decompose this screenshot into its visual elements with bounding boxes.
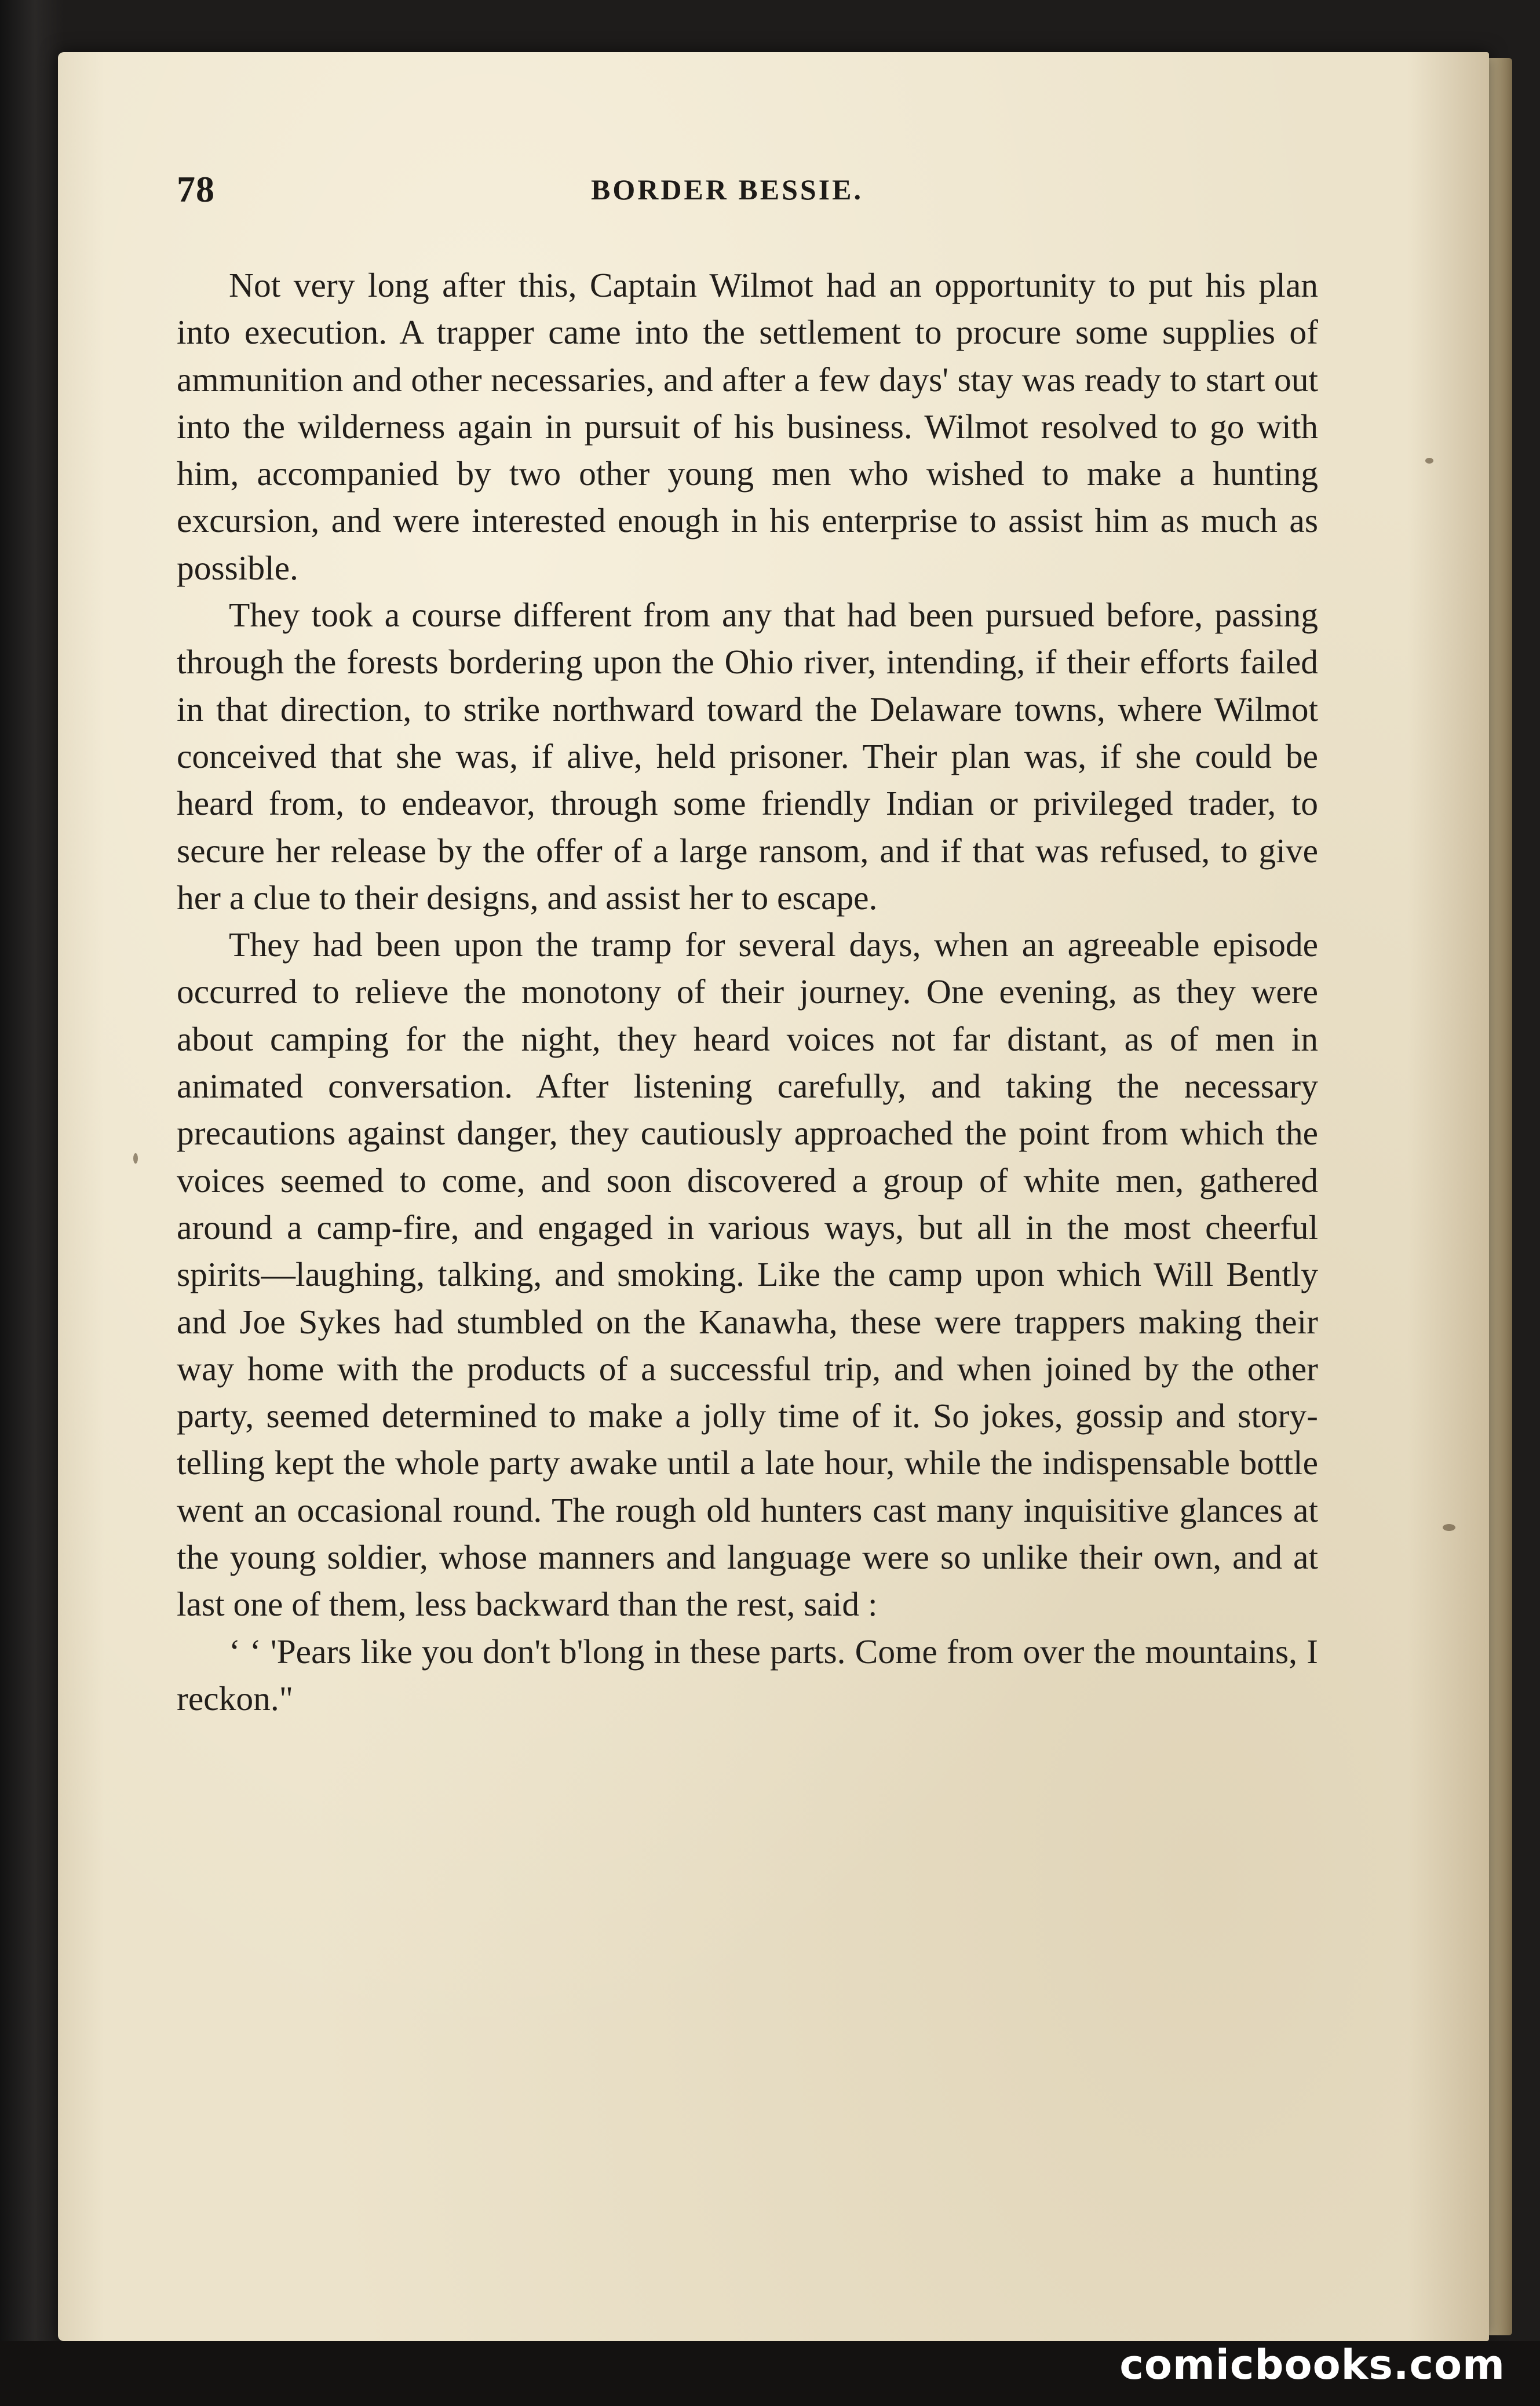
page-number: 78 [177,169,215,210]
paragraph: Not very long after this, Captain Wilmot had an opportunity to put his plan into execution. A trapper came into the settlement to procure some supplies of ammunition and other necessaries, and after a few days' stay was ready to start out into the wilderness again in pursuit of his business. Wilmot resolved to go with him, accompanied by two other young men who wished to make a hunting excursion, and were interested enough in his enterprise to assist him as much as possible. [177,266,1318,587]
footer-band [0,2341,1540,2406]
body-text [177,262,1318,1722]
running-head: BORDER BESSIE. [590,173,864,206]
watermark: comicbooks.com [1119,2341,1505,2389]
paper-speck [1425,458,1433,464]
paper-speck [133,1153,138,1164]
paragraph: They had been upon the tramp for several days, when an agreeable episode occurred to relieve the monotony of their journey. One evening, as they were about camping for the night, they heard voices not far distant, as of men in animated conversation. After listening carefully, and taking the necessary precautions against danger, they cautiously approached the point from which the voices seemed to come, and soon discovered a group of white men, gathered around a camp-fire, and engaged in various ways, but all in the most cheerful spirits—laughing, talking, and smoking. Like the camp upon which Will Bently and Joe Sykes had stumbled on the Kanawha, these were trappers making their way home with the products of a successful trip, and when joined by the other party, seemed determined to make a jolly time of it. So jokes, gossip and story-telling kept the whole party awake until a late hour, while the indispensable bottle went an occasional round. The rough old hunters cast many inquisitive glances at the young soldier, whose manners and language were so unlike their own, and at last one of them, less backward than the rest, said : [177,925,1318,1624]
paragraph: They took a course different from any that had been pursued before, passing through the forests bordering upon the Ohio river, intending, if their efforts failed in that direction, to strike northward toward the Delaware towns, where Wilmot conceived that she was, if alive, held prisoner. Their plan was, if she could be heard from, to endeavor, through some friendly Indian or privileged trader, to secure her release by the offer of a large ransom, and if that was refused, to give her a clue to their designs, and assist her to escape. [177,596,1318,917]
paper-speck [1443,1524,1455,1531]
page-header [177,168,1364,214]
paragraph: ‘ ‘ 'Pears like you don't b'long in these parts. Come from over the mountains, I reckon." [177,1632,1318,1718]
